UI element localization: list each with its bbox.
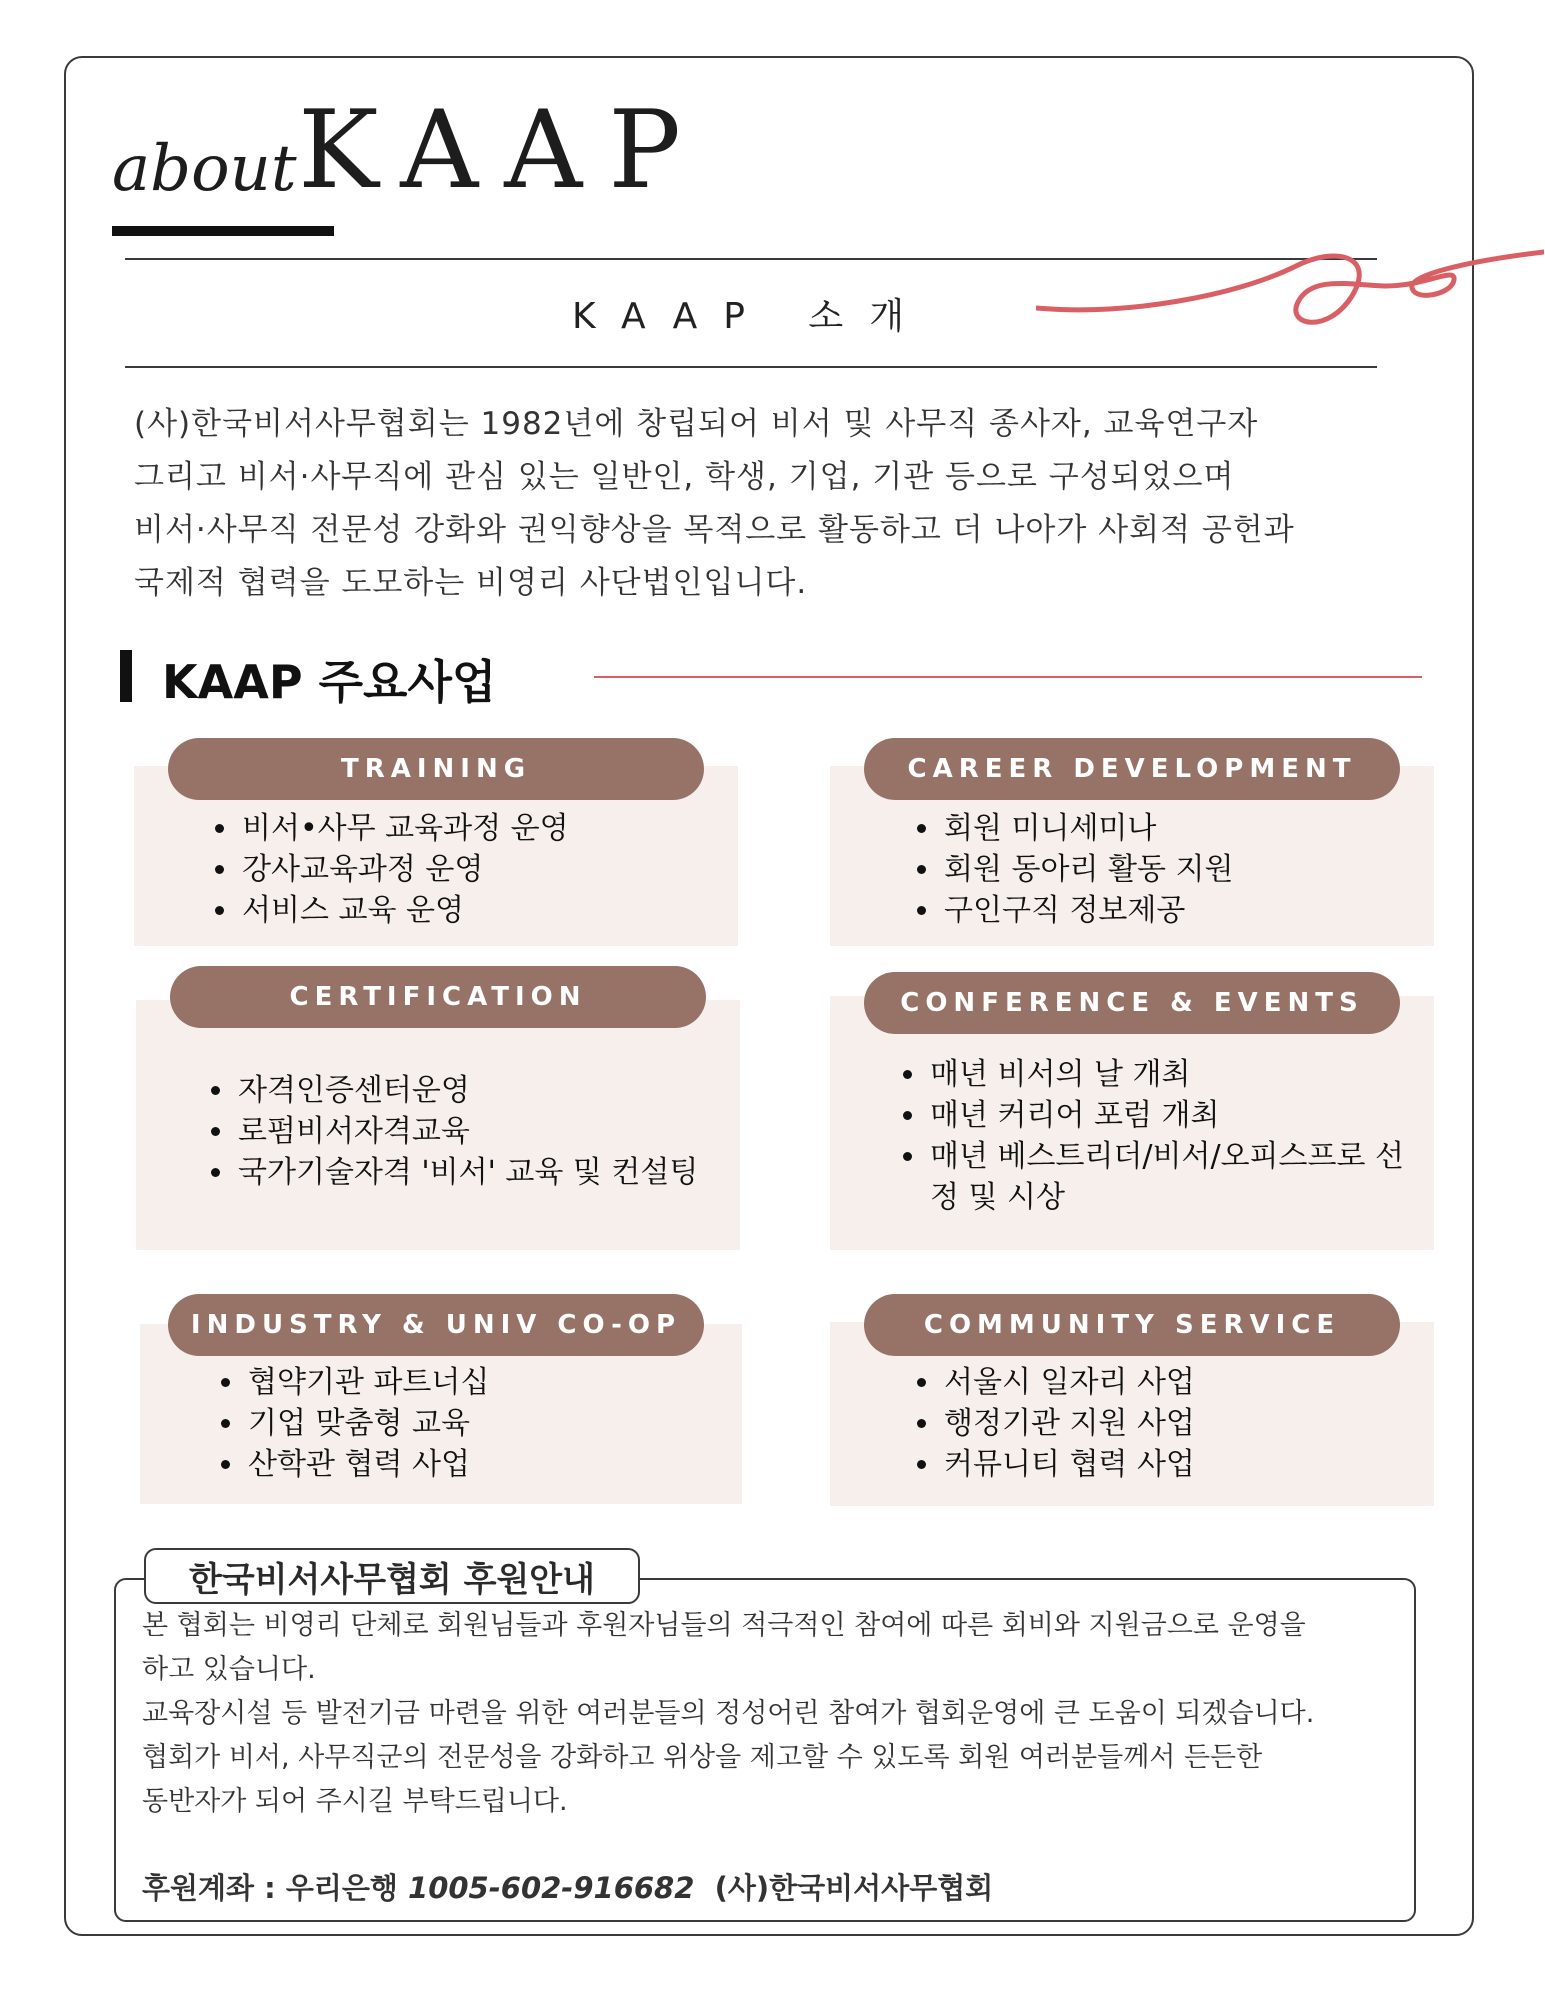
card-training-list <box>208 808 760 931</box>
list-item: • 커뮤니티 협력 사업 <box>942 1444 1442 1485</box>
account-number: 1005-602-916682 <box>408 1871 695 1905</box>
card-industry-list <box>214 1362 756 1485</box>
account-holder: (사)한국비서사무협회 <box>714 1871 994 1905</box>
support-line: 동반자가 되어 주시길 부탁드립니다. <box>142 1786 568 1817</box>
section-marker <box>120 650 132 702</box>
bottom-divider <box>125 366 1377 368</box>
list-item: • 기업 맞춤형 교육 <box>246 1403 756 1444</box>
section-title: KAAP 주요사업 <box>162 655 497 709</box>
list-item: • 매년 커리어 포럼 개최 <box>928 1095 1408 1136</box>
support-title: 한국비서사무협회 후원안내 <box>144 1548 640 1604</box>
list-item: • 강사교육과정 운영 <box>240 849 760 890</box>
page-subtitle: KAAP 소개 <box>572 296 930 337</box>
list-item: • 구인구직 정보제공 <box>942 890 1442 931</box>
card-certification-list <box>204 1070 766 1193</box>
card-community-title: COMMUNITY SERVICE <box>864 1294 1400 1356</box>
list-item: • 매년 비서의 날 개최 <box>928 1054 1408 1095</box>
list-item: • 행정기관 지원 사업 <box>942 1403 1442 1444</box>
kaap-logo-text: KAAP <box>298 88 707 213</box>
intro-line: (사)한국비서사무협회는 1982년에 창립되어 비서 및 사무직 종사자, 교육연구자 <box>134 406 1259 442</box>
list-item: • 산학관 협력 사업 <box>246 1444 756 1485</box>
list-item: • 매년 베스트리더/비서/오피스프로 선정 및 시상 <box>928 1136 1408 1218</box>
intro-line: 비서·사무직 전문성 강화와 권익향상을 목적으로 활동하고 더 나아가 사회적 공헌과 <box>134 512 1295 548</box>
list-item: • 서울시 일자리 사업 <box>942 1362 1442 1403</box>
card-conference-title: CONFERENCE & EVENTS <box>864 972 1400 1034</box>
support-line: 교육장시설 등 발전기금 마련을 위한 여러분들의 정성어린 참여가 협회운영에 큰 도움이 되겠습니다. <box>142 1698 1315 1729</box>
about-underline <box>112 226 334 236</box>
list-item: • 자격인증센터운영 <box>236 1070 766 1111</box>
list-item: • 서비스 교육 운영 <box>240 890 760 931</box>
list-item: • 비서•사무 교육과정 운영 <box>240 808 760 849</box>
about-label: about <box>112 132 297 206</box>
intro-line: 그리고 비서·사무직에 관심 있는 일반인, 학생, 기업, 기관 등으로 구성되었으며 <box>134 459 1235 495</box>
list-item: • 회원 미니세미나 <box>942 808 1442 849</box>
decorative-swirl <box>1036 246 1544 346</box>
list-item: • 로펌비서자격교육 <box>236 1111 766 1152</box>
support-line: 본 협회는 비영리 단체로 회원님들과 후원자님들의 적극적인 참여에 따른 회비와 지원금으로 운영을 <box>142 1610 1306 1641</box>
section-accent-line <box>594 676 1422 678</box>
card-career-title: CAREER DEVELOPMENT <box>864 738 1400 800</box>
support-paragraph <box>142 1604 1404 1824</box>
list-item: • 협약기관 파트너십 <box>246 1362 756 1403</box>
account-label: 후원계좌 : 우리은행 <box>142 1871 398 1905</box>
list-item: • 국가기술자격 '비서' 교육 및 컨설팅 <box>236 1152 766 1193</box>
card-training-title: TRAINING <box>168 738 704 800</box>
donation-account <box>142 1866 993 1907</box>
intro-paragraph <box>134 398 1424 610</box>
support-line: 하고 있습니다. <box>142 1654 316 1685</box>
card-certification-title: CERTIFICATION <box>170 966 706 1028</box>
intro-line: 국제적 협력을 도모하는 비영리 사단법인입니다. <box>134 565 808 601</box>
card-industry-title: INDUSTRY & UNIV CO-OP <box>168 1294 704 1356</box>
card-conference-list <box>896 1054 1408 1218</box>
support-line: 협회가 비서, 사무직군의 전문성을 강화하고 위상을 제고할 수 있도록 회원 여러분들께서 든든한 <box>142 1742 1263 1773</box>
list-item: • 회원 동아리 활동 지원 <box>942 849 1442 890</box>
card-career-list <box>910 808 1442 931</box>
card-community-list <box>910 1362 1442 1485</box>
